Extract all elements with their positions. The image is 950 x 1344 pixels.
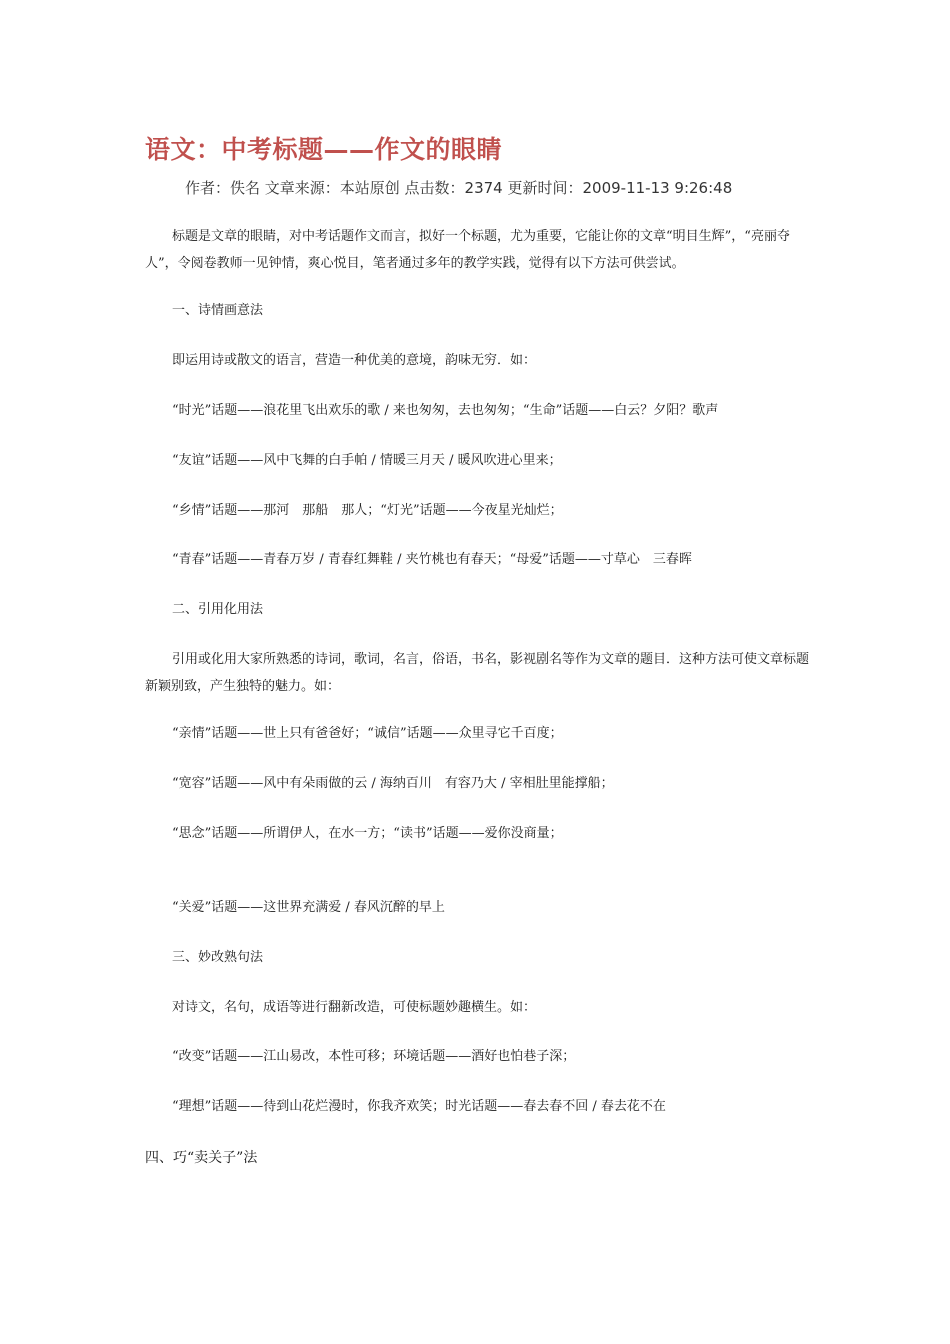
example-line: “理想”话题——待到山花烂漫时，你我齐欢笑；时光话题——春去春不回 / 春去花不在 xyxy=(172,1099,666,1114)
section-heading-1: 一、诗情画意法 xyxy=(172,303,264,318)
example-line: “宽容”话题——风中有朵雨做的云 / 海纳百川 有容乃大 / 宰相肚里能撑船； xyxy=(172,776,614,791)
example-line: “关爱”话题——这世界充满爱 / 春风沉醉的早上 xyxy=(172,900,445,915)
example-line: “乡情”话题——那河 那船 那人；“灯光”话题——今夜星光灿烂； xyxy=(172,503,563,518)
section-heading-2: 二、引用化用法 xyxy=(172,602,264,617)
intro-paragraph: 标题是文章的眼睛，对中考话题作文而言，拟好一个标题，尤为重要，它能让你的文章“明目生辉”，“亮丽夺人”，令阅卷教师一见钟情，爽心悦目，笔者通过多年的教学实践，觉得有以下方法可供尝试。 xyxy=(145,229,790,271)
page-title: 语文：中考标题——作文的眼睛 xyxy=(145,135,503,164)
section-desc-1: 即运用诗或散文的语言，营造一种优美的意境，韵味无穷．如： xyxy=(172,353,537,368)
example-line: “思念”话题——所谓伊人，在水一方；“读书”话题——爱你没商量； xyxy=(172,826,563,841)
section-heading-3: 三、妙改熟句法 xyxy=(172,950,264,965)
example-line: “改变”话题——江山易改，本性可移；环境话题——酒好也怕巷子深； xyxy=(172,1049,576,1064)
example-line: “时光”话题——浪花里飞出欢乐的歌 / 来也匆匆，去也匆匆；“生命”话题——白云？夕阳？歌声 xyxy=(172,403,719,418)
article-meta: 作者：佚名 文章来源：本站原创 点击数：2374 更新时间：2009-11-13 9:26:48 xyxy=(185,179,733,197)
example-line: “亲情”话题——世上只有爸爸好；“诚信”话题——众里寻它千百度； xyxy=(172,726,563,741)
example-line: “青春”话题——青春万岁 / 青春红舞鞋 / 夹竹桃也有春天；“母爱”话题——寸草心 三春晖 xyxy=(172,552,692,567)
example-line: “友谊”话题——风中飞舞的白手帕 / 情暖三月天 / 暖风吹进心里来； xyxy=(172,453,562,468)
section-heading-4: 四、巧“卖关子”法 xyxy=(145,1150,258,1166)
section-desc-3: 对诗文，名句，成语等进行翻新改造，可使标题妙趣横生。如： xyxy=(172,1000,537,1015)
section-desc-2: 引用或化用大家所熟悉的诗词，歌词，名言，俗语，书名，影视剧名等作为文章的题目．这种方法可使文章标题新颖别致，产生独特的魅力。如： xyxy=(145,652,810,694)
